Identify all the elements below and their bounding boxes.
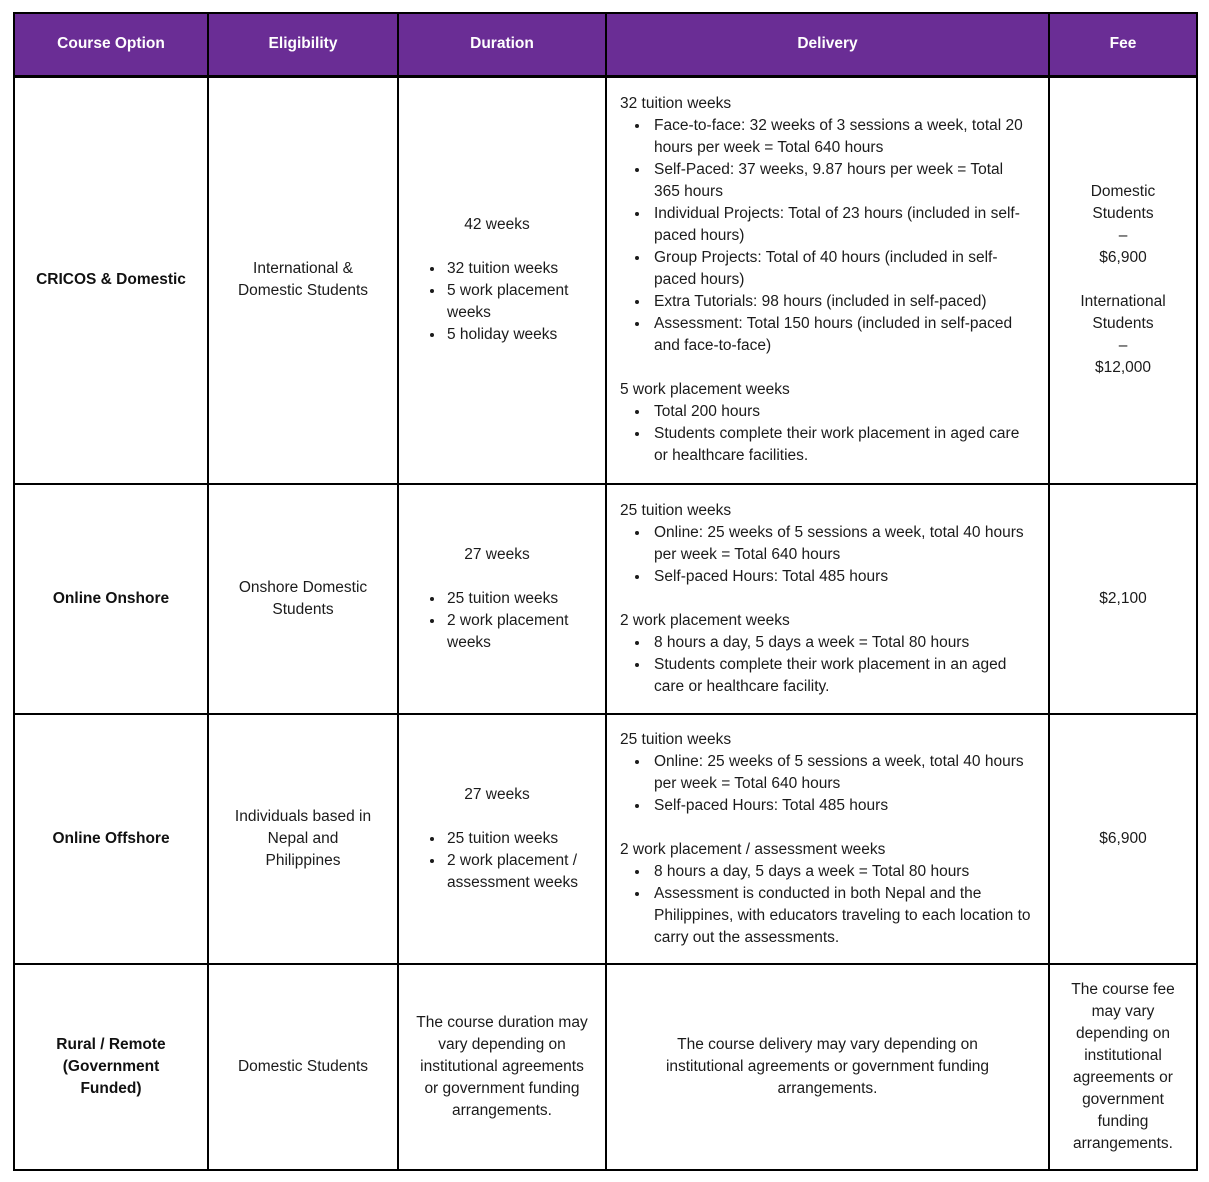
bullet-item: • Extra Tutorials: 98 hours (included in self-paced) <box>650 291 1032 313</box>
bullet-item: • 8 hours a day, 5 days a week = Total 80 hours <box>650 861 1032 883</box>
cell-course-option <box>14 484 208 714</box>
delivery-text: The course delivery may vary depending on institutional agreements or government funding arrangements. <box>665 1036 990 1097</box>
delivery-section <box>620 729 1032 817</box>
bullet-item: • Self-paced Hours: Total 485 hours <box>650 566 1032 588</box>
cell-delivery <box>606 714 1049 964</box>
fee-line: $12,000 <box>1094 359 1152 377</box>
bullet-item: • Self-paced Hours: Total 485 hours <box>650 795 1032 817</box>
delivery-bullet-list <box>620 115 1032 357</box>
cell-delivery <box>606 76 1049 484</box>
table-body <box>14 76 1197 1170</box>
bullet-item: • 25 tuition weeks <box>445 588 595 610</box>
header-cell-eligibility: Eligibility <box>208 13 398 76</box>
header-cell-course-option: Course Option <box>14 13 208 76</box>
fee-line: – <box>1118 337 1128 355</box>
cell-eligibility <box>208 484 398 714</box>
delivery-section-heading: 25 tuition weeks <box>620 731 732 748</box>
course-table <box>13 12 1198 1171</box>
delivery-bullet-list <box>620 401 1032 467</box>
bullet-item: • Assessment: Total 150 hours (included in self-paced and face-to-face) <box>650 313 1032 357</box>
cell-delivery <box>606 964 1049 1170</box>
bullet-item: • Total 200 hours <box>650 401 1032 423</box>
fee-line: – <box>1118 227 1128 245</box>
course-option-label: Online Offshore <box>52 830 170 847</box>
cell-delivery <box>606 484 1049 714</box>
table-row <box>14 76 1197 484</box>
bullet-item: • 2 work placement weeks <box>445 610 595 654</box>
delivery-bullet-list <box>620 632 1032 698</box>
cell-fee <box>1049 964 1197 1170</box>
delivery-bullet-list <box>620 522 1032 588</box>
bullet-item: • 2 work placement / assessment weeks <box>445 850 595 894</box>
fee-line: $6,900 <box>1099 830 1147 847</box>
table-row <box>14 484 1197 714</box>
bullet-item: • Face-to-face: 32 weeks of 3 sessions a week, total 20 hours per week = Total 640 hours <box>650 115 1032 159</box>
cell-duration <box>398 76 606 484</box>
delivery-section-heading: 5 work placement weeks <box>620 381 790 399</box>
fee-line <box>1063 269 1183 291</box>
duration-bullet-list <box>399 258 595 346</box>
course-option-label: Online Onshore <box>52 590 170 607</box>
bullet-item: • 5 holiday weeks <box>445 324 595 346</box>
eligibility-text: International & Domestic Students <box>237 260 369 300</box>
duration-intro: 27 weeks <box>464 546 530 563</box>
duration-intro: 27 weeks <box>464 786 530 803</box>
bullet-item: • Individual Projects: Total of 23 hours (included in self-paced hours) <box>650 203 1032 247</box>
eligibility-text: Individuals based in Nepal and Philippines <box>234 808 372 869</box>
delivery-section-heading: 2 work placement / assessment weeks <box>620 841 886 858</box>
table-row <box>14 714 1197 964</box>
bullet-item: • Assessment is conducted in both Nepal and the Philippines, with educators traveling to each location to carry out the assessments. <box>650 883 1032 949</box>
bullet-item: • 5 work placement weeks <box>445 280 595 324</box>
course-option-label: CRICOS & Domestic <box>36 271 186 289</box>
bullet-item: • 25 tuition weeks <box>445 828 595 850</box>
cell-course-option <box>14 714 208 964</box>
duration-bullet-list <box>399 828 595 894</box>
fee-line: $2,100 <box>1099 590 1147 607</box>
eligibility-text: Onshore Domestic Students <box>238 579 368 618</box>
table-row <box>14 964 1197 1170</box>
cell-eligibility <box>208 964 398 1170</box>
fee-line: International Students <box>1080 293 1166 333</box>
delivery-section <box>620 379 1032 467</box>
delivery-bullet-list <box>620 751 1032 817</box>
duration-text: The course duration may vary depending on institutional agreements or government funding arrangements. <box>416 1014 588 1119</box>
duration-bullet-list <box>399 588 595 654</box>
delivery-section-heading: 2 work placement weeks <box>620 612 790 629</box>
bullet-item: • Students complete their work placement in aged care or healthcare facilities. <box>650 423 1032 467</box>
delivery-section <box>620 500 1032 588</box>
bullet-item: • Group Projects: Total of 40 hours (included in self-paced hours) <box>650 247 1032 291</box>
bullet-item: • Self-Paced: 37 weeks, 9.87 hours per week = Total 365 hours <box>650 159 1032 203</box>
bullet-item: • 8 hours a day, 5 days a week = Total 80 hours <box>650 632 1032 654</box>
cell-fee <box>1049 76 1197 484</box>
delivery-section <box>620 610 1032 698</box>
bullet-item: • 32 tuition weeks <box>445 258 595 280</box>
header-cell-delivery: Delivery <box>606 13 1049 76</box>
cell-eligibility <box>208 714 398 964</box>
delivery-section-heading: 32 tuition weeks <box>620 95 732 113</box>
delivery-section-heading: 25 tuition weeks <box>620 502 732 519</box>
fee-line: Domestic Students <box>1090 183 1156 223</box>
cell-eligibility <box>208 76 398 484</box>
delivery-section <box>620 93 1032 357</box>
cell-course-option <box>14 76 208 484</box>
bullet-item: • Online: 25 weeks of 5 sessions a week, total 40 hours per week = Total 640 hours <box>650 522 1032 566</box>
header-cell-duration: Duration <box>398 13 606 76</box>
fee-line: $6,900 <box>1099 249 1147 267</box>
fee-text: The course fee may vary depending on institutional agreements or government funding arrangements. <box>1071 981 1175 1152</box>
delivery-section <box>620 839 1032 949</box>
delivery-bullet-list <box>620 861 1032 949</box>
cell-duration <box>398 964 606 1170</box>
cell-course-option <box>14 964 208 1170</box>
cell-fee <box>1049 484 1197 714</box>
course-option-label: Rural / Remote (Government Funded) <box>56 1036 166 1097</box>
header-row <box>14 13 1197 76</box>
bullet-item: • Online: 25 weeks of 5 sessions a week, total 40 hours per week = Total 640 hours <box>650 751 1032 795</box>
bullet-item: • Students complete their work placement in an aged care or healthcare facility. <box>650 654 1032 698</box>
header-cell-fee: Fee <box>1049 13 1197 76</box>
cell-duration <box>398 484 606 714</box>
cell-duration <box>398 714 606 964</box>
duration-intro: 42 weeks <box>464 216 530 234</box>
eligibility-text: Domestic Students <box>237 1058 369 1075</box>
cell-fee <box>1049 714 1197 964</box>
